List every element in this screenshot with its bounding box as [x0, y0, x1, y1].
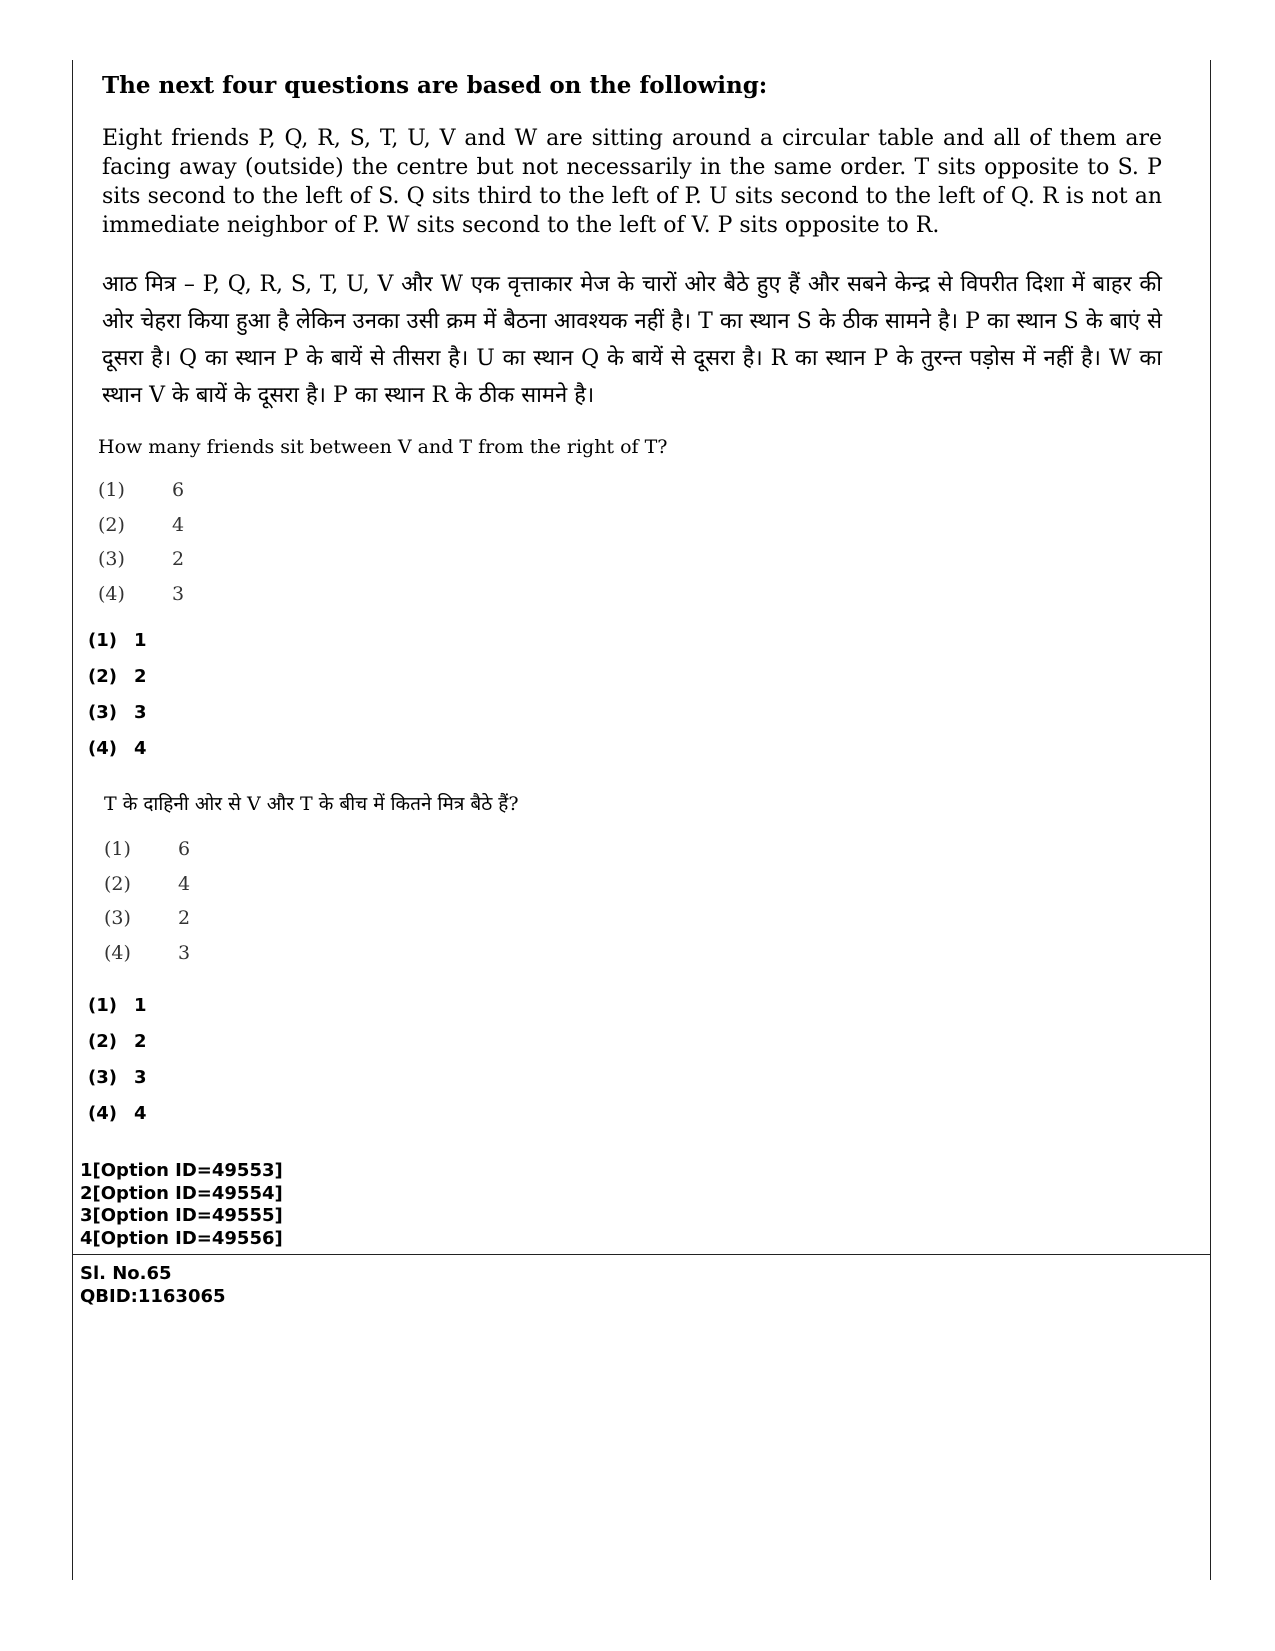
- option-id: 2[Option ID=49554]: [80, 1182, 283, 1204]
- option-value: 6: [178, 838, 191, 860]
- option-number: (4): [98, 582, 125, 605]
- answer-row: [88, 1103, 147, 1139]
- answer-choices-english: [88, 630, 147, 774]
- answer-row: [88, 1031, 147, 1067]
- option-number: (3): [98, 548, 125, 570]
- question-english: How many friends sit between V and T from the right of T?: [98, 436, 668, 458]
- option-value: 2: [172, 548, 185, 570]
- answer-number: (2): [88, 1031, 117, 1052]
- answer-value: 1: [134, 630, 147, 651]
- option-value: 4: [172, 513, 185, 536]
- passage-hindi: आठ मित्र – P, Q, R, S, T, U, V और W एक वृत्ताकार मेज के चारों ओर बैठे हुए हैं और सबने केन्द्र से विपरीत दिशा में बाहर की ओर चेहरा किया हुआ है लेकिन उनका उसी क्रम में बैठना आवश्यक नहीं है। T का स्थान S के ठीक सामने है। P का स्थान S के बाएं से दूसरा है। Q का स्थान P के बायें से तीसरा है। U का स्थान Q के बायें से दूसरा है। R का स्थान P के तुरन्त पड़ोस में नहीं है। W का स्थान V के बायें के दूसरा है। P का स्थान R के ठीक सामने है।: [102, 272, 1162, 408]
- option-id: 4[Option ID=49556]: [80, 1227, 283, 1249]
- option-row: [104, 838, 190, 873]
- passage-heading: The next four questions are based on the following:: [102, 72, 768, 99]
- option-value: 4: [178, 872, 191, 895]
- answer-value: 1: [134, 995, 147, 1016]
- option-row: [98, 514, 184, 549]
- answer-number: (1): [88, 630, 117, 651]
- answer-number: (2): [88, 666, 117, 687]
- option-id: 3[Option ID=49555]: [80, 1205, 283, 1226]
- answer-value: 3: [134, 702, 147, 723]
- option-value: 2: [178, 907, 191, 929]
- option-number: (4): [104, 941, 131, 964]
- option-row: [98, 583, 184, 618]
- answer-choices-hindi: [88, 995, 147, 1139]
- answer-row: [88, 666, 147, 702]
- passage-english: Eight friends P, Q, R, S, T, U, V and W are sitting around a circular table and all of them are facing away (outside) the centre but not necessarily in the same order. T sits opposite to S. P sits second to the left of S. Q sits third to the left of P. U sits second to the left of Q. R is not an immediate neighbor of P. W sits second to the left of V. P sits opposite to R.: [102, 126, 1162, 238]
- answer-number: (4): [88, 738, 117, 759]
- answer-value: 3: [134, 1067, 147, 1088]
- answer-value: 2: [134, 666, 147, 687]
- answer-row: [88, 702, 147, 738]
- option-row: [104, 907, 190, 942]
- option-value: 6: [172, 479, 185, 501]
- right-border: [1210, 60, 1211, 1580]
- options-english: [98, 479, 184, 617]
- option-row: [98, 479, 184, 514]
- option-id-list: [80, 1160, 283, 1250]
- question-hindi: T के दाहिनी ओर से V और T के बीच में कितने मित्र बैठे हैं?: [104, 793, 519, 815]
- option-row: [98, 548, 184, 583]
- option-id: 1[Option ID=49553]: [80, 1160, 283, 1181]
- option-number: (1): [98, 479, 125, 501]
- answer-number: (4): [88, 1103, 117, 1124]
- serial-number: Sl. No.65: [80, 1263, 172, 1284]
- option-value: 3: [172, 582, 185, 605]
- answer-row: [88, 1067, 147, 1103]
- answer-row: [88, 630, 147, 666]
- left-border: [72, 60, 73, 1580]
- section-divider: [72, 1254, 1211, 1255]
- answer-number: (3): [88, 702, 117, 723]
- options-hindi: [104, 838, 190, 976]
- option-value: 3: [178, 941, 191, 964]
- answer-value: 4: [134, 1103, 147, 1124]
- answer-row: [88, 738, 147, 774]
- answer-value: 4: [134, 738, 147, 759]
- answer-number: (3): [88, 1067, 117, 1088]
- answer-value: 2: [134, 1031, 147, 1052]
- question-meta: [80, 1263, 226, 1308]
- option-number: (1): [104, 838, 131, 860]
- answer-number: (1): [88, 995, 117, 1016]
- option-number: (2): [98, 513, 125, 536]
- option-number: (3): [104, 907, 131, 929]
- answer-row: [88, 995, 147, 1031]
- option-row: [104, 942, 190, 977]
- option-number: (2): [104, 872, 131, 895]
- qbid: QBID:1163065: [80, 1285, 226, 1307]
- option-row: [104, 873, 190, 908]
